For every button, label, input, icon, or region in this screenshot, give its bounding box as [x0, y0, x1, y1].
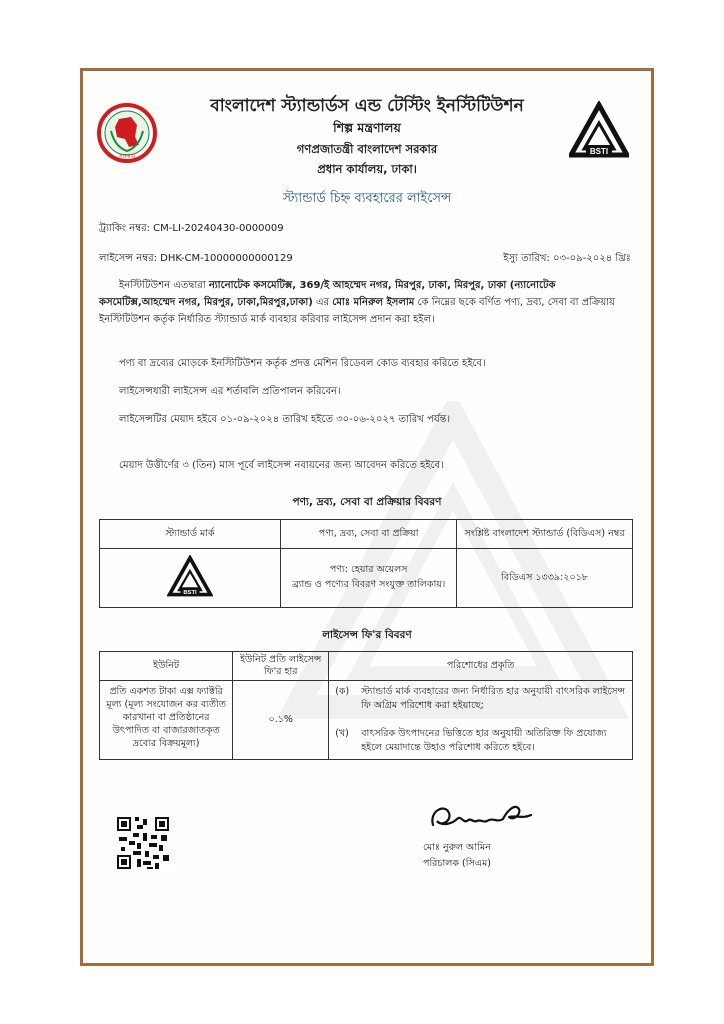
payment-item-mark: (ক) [335, 686, 350, 697]
signatory-title: পরিচালক (সিএম) [423, 858, 491, 869]
license-title: স্ট্যান্ডার্ড চিহ্ন ব্যবহারের লাইসেন্স [282, 191, 452, 206]
header-unit: ইউনিট [100, 652, 233, 681]
institution-title: বাংলাদেশ স্ট্যান্ডার্ডস এন্ড টেস্টিং ইনস্টিটিউশন [210, 96, 524, 116]
payment-item [335, 685, 626, 713]
payment-item-text: বাৎসরিক উৎপাদনের ভিত্তিতে হার অনুযায়ী অতিরিক্ত ফি প্রযোজ্য হইলে মেয়াদান্তে উহাও পরিশোধ করিতে হইবে। [361, 728, 607, 753]
header-product: পণ্য, দ্রব্য, সেবা বা প্রক্রিয়া [281, 520, 457, 549]
renewal-notice: মেয়াদ উত্তীর্ণের ৩ (তিন) মাস পূর্বে লাইসেন্স নবায়নের জন্য আবেদন করিতে হইবে। [119, 460, 444, 471]
signatory-name: মোঃ নুরুল আমিন [423, 842, 491, 853]
fee-table [99, 651, 633, 760]
header-standard-mark: স্ট্যান্ডার্ড মার্ক [100, 520, 281, 549]
ministry-name: শিল্প মন্ত্রণালয় [333, 120, 401, 135]
certificate-frame [80, 68, 654, 966]
bsti-logo-text: BSTI [589, 147, 609, 156]
header-bds-number: সংশ্লিষ্ট বাংলাদেশ স্ট্যান্ডার্ড (বিডিএস) নম্বর [457, 520, 633, 549]
issue-date-label: ইস্যু তারিখ: [503, 253, 550, 264]
signature-image [423, 797, 543, 841]
emblem-caption: সরকার [118, 153, 136, 160]
license-number [99, 251, 293, 268]
product-note: ব্র্যান্ড ও পণ্যের বিবরণ সংযুক্ত তালিকায়। [291, 579, 446, 590]
product-cell [281, 549, 457, 608]
grant-text-c: কে নিম্নের ছকে বর্ণিত পণ্য, দ্রব্য, সেবা বা প্রক্রিয়ায় ইনস্টিটিউশন কর্তৃক নির্ধারিত স্ট্যান্ডার্ড মার্ক ব্যবহার করিবার লাইসেন্স প্রদান করা হইল। [99, 297, 616, 325]
payment-nature-cell [329, 681, 633, 760]
fee-section-heading: লাইসেন্স ফি'র বিবরণ [322, 629, 412, 641]
payment-item-text: স্ট্যান্ডার্ড মার্ক ব্যবহারের জন্য নির্ধারিত হার অনুযায়ী বাৎসরিক লাইসেন্স ফি অগ্রিম পরিশোধ করা হইয়াছে; [361, 686, 626, 711]
bsti-mark-text: BSTI [183, 589, 197, 596]
bds-cell: বিডিএস ১৩৩৯:২০১৮ [457, 549, 633, 608]
condition-machine-code: পণ্য বা দ্রব্যের মোড়কে ইনস্টিটিউশন কর্তৃক প্রদত্ত মেশিন রিডেবল কোড ব্যবহার করিতে হইবে। [119, 358, 486, 369]
issue-date-value: ০৩-০৯-২০২৪ খ্রিঃ [552, 253, 631, 264]
product-table [99, 519, 633, 608]
license-label: লাইসেন্স নম্বর: [99, 253, 157, 264]
unit-cell: প্রতি একশত টাকা এক্স ফ্যাক্টরি মূল্য (মূল্য সংযোজন কর ব্যতীত কারখানা বা প্রতিষ্ঠানের উৎপাদিত বা বাজারজাতকৃত দ্রব্যের বিক্রয়মূল্য) [100, 681, 233, 760]
owner-name: মোঃ মনিরুল ইসলাম [332, 297, 415, 308]
table-header-row [100, 652, 633, 681]
rate-cell: ০.১% [233, 681, 329, 760]
office-name: প্রধান কার্যালয়, ঢাকা। [317, 162, 417, 176]
payment-item-mark: (খ) [335, 728, 349, 739]
tracking-label: ট্র্যাকিং নম্বর: [99, 223, 150, 234]
issue-date [503, 251, 631, 268]
bsti-mark-icon [167, 555, 213, 599]
tracking-value: CM-LI-20240430-0000009 [153, 223, 284, 234]
payment-item [335, 727, 626, 755]
header-payment-nature: পরিশোধের প্রকৃতি [329, 652, 633, 681]
condition-terms: লাইসেন্সধারী লাইসেন্স এর শর্তাবলি প্রতিপালন করিবেন। [119, 386, 341, 397]
table-row [100, 549, 633, 608]
company-name: ন্যানোটেক কসমেটিক্স, 369/ই আহম্মেদ নগর, মিরপুর, ঢাকা, মিরপুর, ঢাকা (ন্যানোটেক কসমেটিক্স,আহম্মেদ নগর, মিরপুর, ঢাকা,মিরপুর,ঢাকা) [99, 280, 556, 308]
table-row [100, 681, 633, 760]
qr-code[interactable] [115, 815, 171, 871]
grant-text-a: ইনস্টিটিউশন এতদ্বারা [119, 280, 209, 291]
header-rate: ইউনিট প্রতি লাইসেন্স ফি'র হার [233, 652, 329, 681]
standard-mark-cell [100, 549, 281, 608]
government-name: গণপ্রজাতন্ত্রী বাংলাদেশ সরকার [296, 142, 438, 156]
license-grant-paragraph [99, 277, 635, 328]
license-value: DHK-CM-10000000000129 [160, 253, 293, 264]
product-name: পণ্য: হেয়ার অয়েলস [329, 564, 408, 575]
product-section-heading: পণ্য, দ্রব্য, সেবা বা প্রক্রিয়ার বিবরণ [292, 496, 442, 508]
table-header-row [100, 520, 633, 549]
grant-text-b: এর [312, 297, 333, 308]
validity-period: লাইসেন্সটির মেয়াদ হইবে ০১-০৯-২০২৪ তারিখ হইতে ৩০-০৬-২০২৭ তারিখ পর্যন্ত। [119, 414, 451, 425]
tracking-number [99, 221, 284, 238]
